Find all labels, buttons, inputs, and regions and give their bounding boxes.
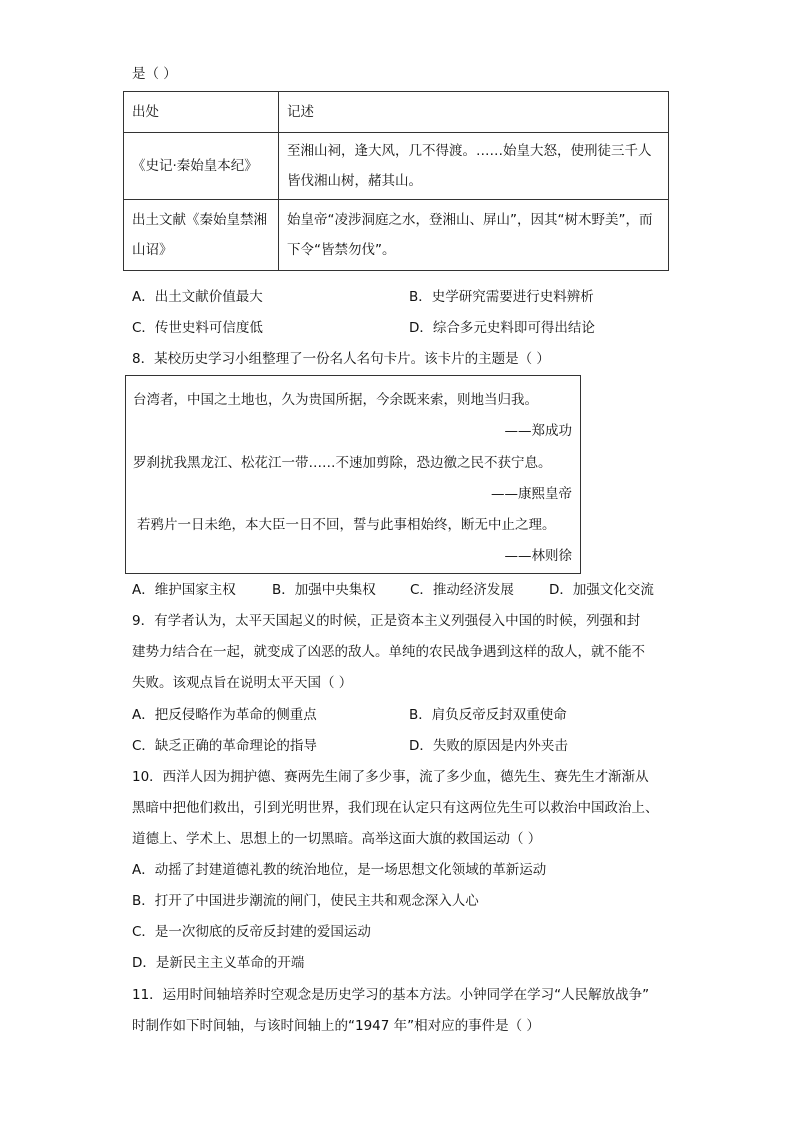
- row2-text: [279, 200, 669, 271]
- q10-stem-line: 道德上、学术上、思想上的一切黑暗。高举这面大旗的救国运动（ ）: [132, 831, 542, 847]
- row2-text-line: 始皇帝“凌涉洞庭之水，登湘山、屏山”，因其“树木野美”，而: [287, 212, 653, 228]
- q10-option-a[interactable]: A．动摇了封建道德礼教的统治地位，是一场思想文化领域的革新运动: [132, 862, 547, 878]
- quote-author: ——郑成功: [504, 423, 572, 439]
- q9-option-a[interactable]: A．把反侵略作为革命的侧重点: [132, 707, 317, 723]
- q8-option-a[interactable]: A．维护国家主权: [132, 582, 236, 598]
- quote-author: ——林则徐: [504, 548, 572, 564]
- q10-stem-line: 黑暗中把他们救出，引到光明世界，我们现在认定只有这两位先生可以救治中国政治上、: [132, 800, 659, 816]
- q7-option-b[interactable]: B．史学研究需要进行史料辨析: [409, 289, 594, 305]
- q10-option-b[interactable]: B．打开了中国进步潮流的闸门，使民主共和观念深入人心: [132, 893, 479, 909]
- q7-option-a[interactable]: A．出土文献价值最大: [132, 289, 263, 305]
- q10-stem-line: 10．西洋人因为拥护德、赛两先生闹了多少事，流了多少血，德先生、赛先生才渐渐从: [132, 769, 649, 785]
- header-record: 记述: [279, 92, 669, 133]
- row1-text-line: 至湘山祠，逢大风，几不得渡。……始皇大怒，使刑徒三千人: [287, 143, 652, 159]
- q8-stem: 8．某校历史学习小组整理了一份名人名句卡片。该卡片的主题是（ ）: [132, 351, 550, 367]
- row2-source-line: 山诏》: [132, 242, 173, 258]
- row1-text-line: 皆伐湘山树，赭其山。: [287, 173, 422, 189]
- q10-option-d[interactable]: D．是新民主主义革命的开端: [132, 955, 305, 971]
- table-row: [124, 200, 669, 271]
- q7-option-d[interactable]: D．综合多元史料即可得出结论: [409, 320, 595, 336]
- quote-text: 若鸦片一日未绝，本大臣一日不回，誓与此事相始终，断无中止之理。: [137, 517, 556, 533]
- q8-option-b[interactable]: B．加强中央集权: [272, 582, 376, 598]
- row2-source: [124, 200, 279, 271]
- q8-option-c[interactable]: C．推动经济发展: [410, 582, 514, 598]
- table-row: [124, 133, 669, 200]
- q9-option-b[interactable]: B．肩负反帝反封双重使命: [409, 707, 567, 723]
- row1-text: [279, 133, 669, 200]
- q8-option-d[interactable]: D．加强文化交流: [549, 582, 654, 598]
- quote-text: 台湾者，中国之土地也，久为贵国所据，今余既来索，则地当归我。: [133, 392, 538, 408]
- row2-source-line: 出土文献《秦始皇禁湘: [132, 212, 267, 228]
- q9-option-c[interactable]: C．缺乏正确的革命理论的指导: [132, 738, 317, 754]
- quote-card: [125, 375, 581, 574]
- q7-tail: 是（ ）: [132, 66, 177, 82]
- quote-text: 罗刹扰我黑龙江、松花江一带……不速加剪除，恐边徼之民不获宁息。: [133, 455, 552, 471]
- q11-stem-line: 11．运用时间轴培养时空观念是历史学习的基本方法。小钟同学在学习“人民解放战争”: [132, 987, 650, 1003]
- quote-author: ——康熙皇帝: [491, 486, 572, 502]
- q9-stem-line: 9．有学者认为，太平天国起义的时候，正是资本主义列强侵入中国的时候，列强和封: [132, 613, 641, 629]
- row2-text-line: 下令“皆禁勿伐”。: [287, 242, 396, 258]
- q11-stem-line: 时制作如下时间轴，与该时间轴上的“1947 年”相对应的事件是（ ）: [132, 1018, 540, 1034]
- header-source: 出处: [124, 92, 279, 133]
- source-table: [123, 91, 669, 271]
- row1-source: 《史记·秦始皇本纪》: [124, 133, 279, 200]
- q9-stem-line: 失败。该观点旨在说明太平天国（ ）: [132, 675, 353, 691]
- q10-option-c[interactable]: C．是一次彻底的反帝反封建的爱国运动: [132, 924, 371, 940]
- q7-option-c[interactable]: C．传世史料可信度低: [132, 320, 263, 336]
- q9-option-d[interactable]: D．失败的原因是内外夹击: [409, 738, 568, 754]
- table-header-row: [124, 92, 669, 133]
- q9-stem-line: 建势力结合在一起，就变成了凶恶的敌人。单纯的农民战争遇到这样的敌人，就不能不: [132, 644, 645, 660]
